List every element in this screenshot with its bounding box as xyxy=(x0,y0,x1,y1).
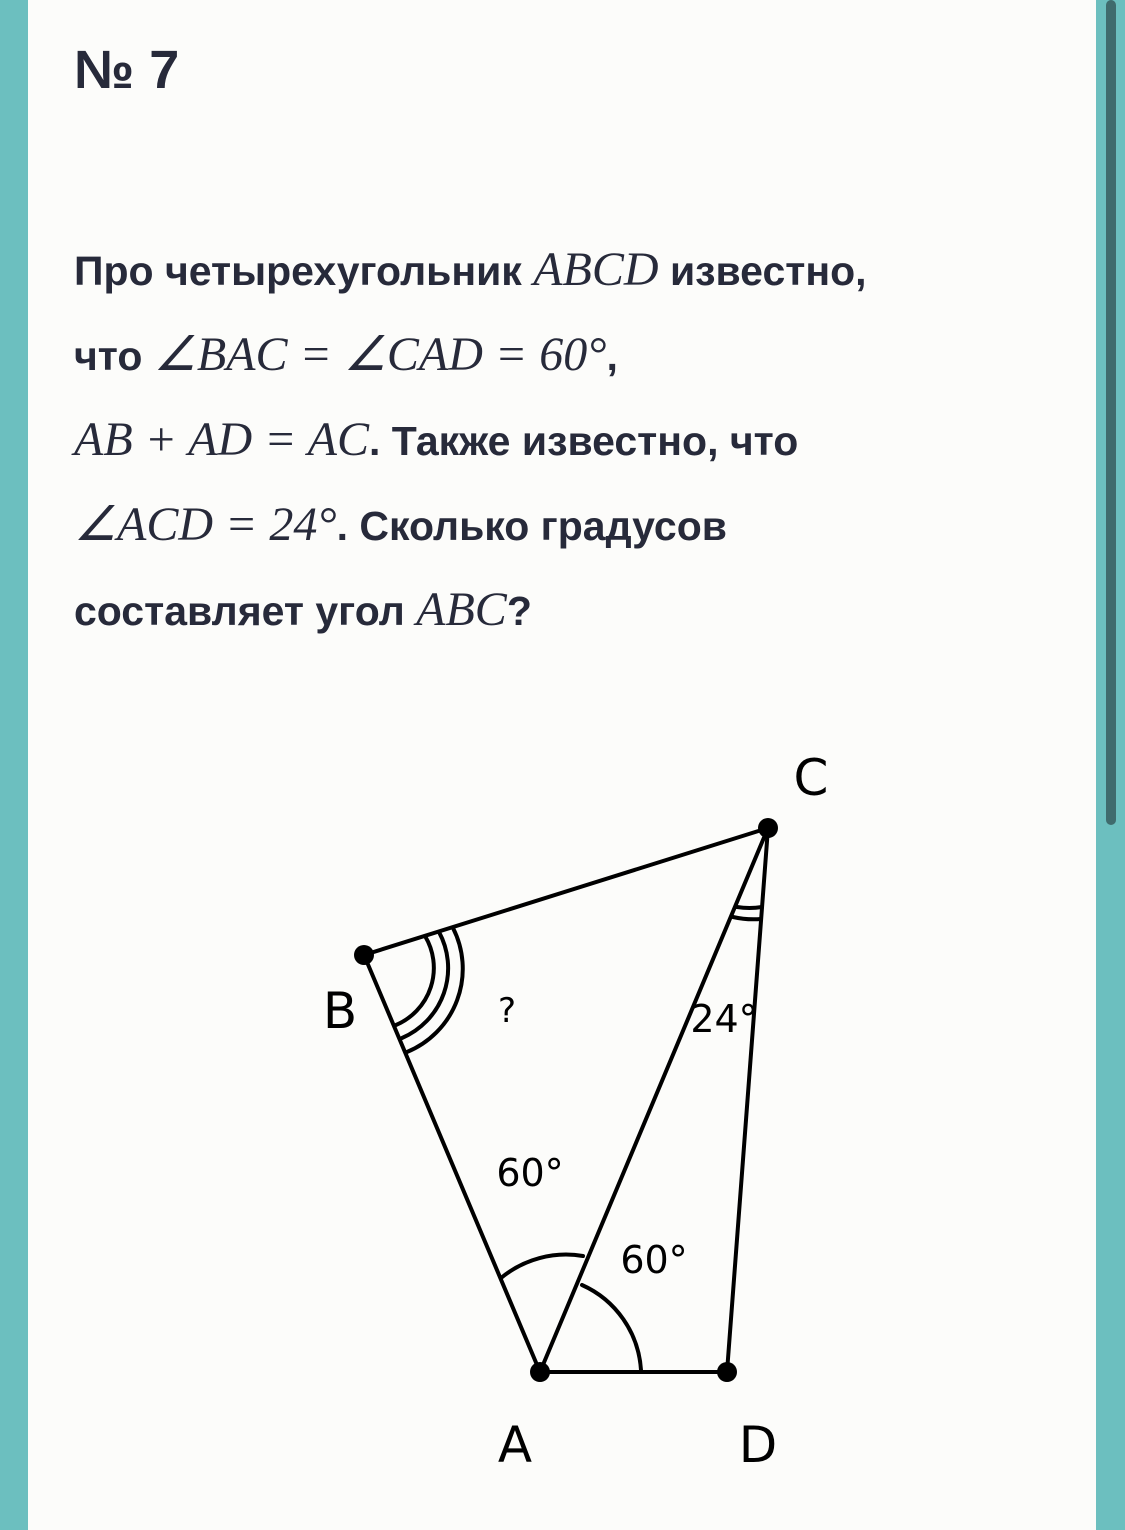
problem-text: составляет угол xyxy=(74,588,417,634)
math-quadrilateral: ABCD xyxy=(533,243,659,296)
vertex-label-d: D xyxy=(738,1416,778,1474)
angle-arc-cad xyxy=(582,1285,641,1370)
angle-label-abc: ? xyxy=(497,991,517,1031)
angle-label-acd: 24° xyxy=(690,997,758,1041)
angle-arc-abc-2 xyxy=(402,932,448,1038)
angle-arc-bac xyxy=(501,1255,583,1278)
vertex-label-c: C xyxy=(793,749,829,807)
vertex-b-dot xyxy=(354,945,374,965)
vertex-c-dot xyxy=(758,818,778,838)
angle-arc-abc-3 xyxy=(407,928,463,1052)
vertex-d-dot xyxy=(717,1362,737,1382)
problem-number: № 7 xyxy=(74,40,180,100)
problem-text: что xyxy=(74,333,154,379)
vertex-a-dot xyxy=(530,1362,550,1382)
problem-text: известно, xyxy=(658,248,867,294)
quadrilateral-figure xyxy=(290,740,850,1480)
math-angles-equal: ∠BAC = ∠CAD = 60° xyxy=(153,328,607,381)
math-angle-abc: ABC xyxy=(416,583,507,636)
problem-text: , xyxy=(606,333,618,379)
angle-arc-acd-2 xyxy=(733,917,761,919)
math-angle-acd: ∠ACD = 24° xyxy=(74,498,337,551)
angle-arc-acd-1 xyxy=(737,907,762,908)
vertex-label-a: A xyxy=(497,1416,533,1474)
problem-text: Про четырехугольник xyxy=(74,248,534,294)
vertex-label-b: B xyxy=(322,982,358,1040)
problem-statement xyxy=(74,228,1064,653)
angle-arc-abc-1 xyxy=(396,936,434,1025)
angle-label-cad: 60° xyxy=(620,1238,688,1282)
problem-text: ? xyxy=(506,588,532,634)
scrollbar[interactable] xyxy=(1106,0,1116,825)
problem-text: . Также известно, что xyxy=(369,418,799,464)
angle-label-bac: 60° xyxy=(496,1151,564,1195)
problem-text: . Сколько градусов xyxy=(336,503,727,549)
math-sum-of-sides: AB + AD = AC xyxy=(74,413,370,466)
